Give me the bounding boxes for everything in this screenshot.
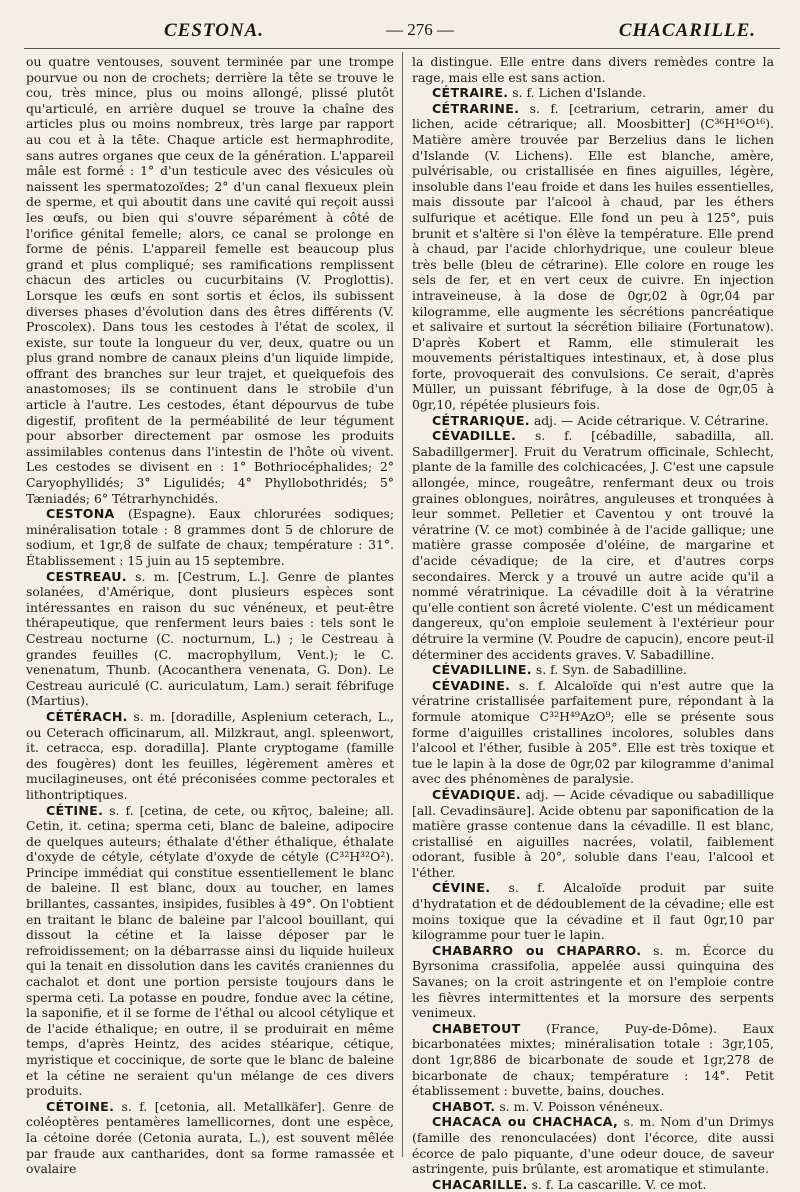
entry-body: s. m. V. Poisson vénéneux. — [495, 1098, 664, 1114]
entry-headword: CÉTINE. — [46, 802, 104, 818]
dictionary-entry — [26, 1099, 394, 1177]
entry-body: s. f. [cetonia, all. Metallkäfer]. Genre de coléoptères pentamères lamellicornes, dont une espèce, la cétoine dorée (Cetonia aurata, L.), est souvent mêlée par fraude aux cantharides, dont sa forme ramassée et ovalaire — [26, 1098, 394, 1177]
dictionary-entry — [412, 678, 774, 787]
entry-body: s. m. [doradille, Asplenium ceterach, L., ou Ceterach officinarum, all. Milzkraut, angl. spleenwort, it. cetracca, esp. doradilla]. Plante cryptogame (famille des fougères) dont les feuilles, légèrement amères et mucilagineuses, ont été préconisées comme pectorales et lithontriptiques. — [26, 708, 394, 802]
header-rule — [24, 48, 780, 49]
entry-headword: CHACARILLE. — [432, 1176, 528, 1192]
entry-body: s. f. Alcaloïde qui n'est autre que la vératrine cristallisée parfaitement pure, répondant à la formule atomique C³²H⁴⁹AzO⁹; elle se présente sous forme d'aiguilles cristallines incolores, solubles dans l'alcool et l'éther, fusible à 205°. Elle est très toxique et tue le lapin à la dose de 0gr,02 par kilogramme d'animal avec des phénomènes de paralysie. — [412, 677, 774, 787]
running-head-right: CHACARILLE. — [618, 20, 756, 41]
entry-body: s. m. [Cestrum, L.]. Genre de plantes solanées, d'Amérique, dont plusieurs espèces sont intéressantes en raison du suc vénéneux, et peut-être thérapeutique, que renferment leurs baies : tels sont le Cestreau nocturne (C. nocturnum, L.) ; le Cestreau à grandes feuilles (C. macrophyllum, Vent.); le C. venenatum, Thunb. (Acocanthera venenata, G. Don). Le Cestreau auriculé (C. auriculatum, Lam.) serait fébrifuge (Martius). — [26, 568, 394, 709]
dictionary-entry — [412, 428, 774, 662]
dictionary-entry — [26, 803, 394, 1099]
entry-body: s. f. Alcaloïde produit par suite d'hydratation et de dédoublement de la cévadine; elle est moins toxique que la cévadine et il faut 0gr,10 par kilogramme pour tuer le lapin. — [412, 880, 774, 943]
entry-body: s. f. Syn. de Sabadilline. — [531, 662, 687, 678]
entry-headword: CESTREAU. — [46, 568, 127, 584]
entry-headword: CÉVADILLE. — [432, 428, 517, 444]
entry-body: s. f. La cascarille. V. ce mot. — [527, 1176, 707, 1192]
entry-body: s. f. Lichen d'Islande. — [508, 85, 647, 101]
entry-headword: CHABOT. — [432, 1098, 496, 1114]
continued-text — [26, 54, 394, 506]
entry-body: ou quatre ventouses, souvent terminée par une trompe pourvue ou non de crochets; derrière la tête se trouve le cou, très mince, plus ou moins allongé, plissé plutôt qu'articulé, en arrière duquel se trouve la chaîne des articles plus ou moins nombreux, très large par rapport au cou et à la tête. Chaque article est hermaphrodite, sans autres organes que ceux de la génération. L'appareil mâle est formé : 1° d'un testicule avec des vésicules où naissent les spermatozoïdes; 2° d'un canal flexueux plein de sperme, et qui aboutit dans une cavité qui reçoit aussi les œufs, ou bien qui s'ouvre séparément à côté de l'orifice génital femelle; alors, ce canal se prolonge en forme de pénis. L'appareil femelle est beaucoup plus grand et plus compliqué; ses ramifications remplissent chacun des articles ou cucurbitains (V. Proglottis). Lorsque les œufs en sont sortis et éclos, ils subissent diverses phases d'évolution dans des êtres différents (V. Proscolex). Dans tous les cestodes à l'état de scolex, il existe, sur toute la longueur du ver, deux, quatre ou un plus grand nombre de canaux pleins d'un liquide limpide, offrant des branches sur leur trajet, et quelquefois des anastomoses; ils se continuent dans le strobile d'un article à l'autre. Les cestodes, étant dépourvus de tube digestif, profitent de la perméabilité de leur tégument pour absorber directement par osmose les produits assimilables contenus dans l'intestin de l'hôte où vivent. Les cestodes se divisent en : 1° Bothriocéphalides; 2° Caryophyllidés; 3° Ligulidés; 4° Phyllobothridés; 5° Tæniadés; 6° Tétrarhynchidés. — [26, 54, 394, 506]
dictionary-entry — [412, 943, 774, 1021]
dictionary-entry — [412, 1099, 774, 1115]
entry-headword: CESTONA — [46, 506, 115, 522]
right-column — [412, 54, 774, 1192]
dictionary-entry — [26, 506, 394, 568]
entry-headword: CHACACA ou CHACHACA, — [432, 1114, 619, 1130]
dictionary-entry — [412, 662, 774, 678]
entry-body: s. m. Nom d'un Drimys (famille des renonculacées) dont l'écorce, dite aussi écorce de palo piquante, d'une odeur douce, de saveur astringente, puis brûlante, est aromatique et stimulante. — [412, 1114, 774, 1177]
page-header — [24, 18, 776, 46]
dictionary-entry — [412, 85, 774, 101]
entry-headword: CÉVINE. — [432, 880, 491, 896]
entry-body: la distingue. Elle entre dans divers remèdes contre la rage, mais elle est sans action. — [412, 54, 774, 85]
dictionary-entry — [26, 709, 394, 803]
column-divider — [402, 52, 403, 1157]
entry-headword: CÉVADINE. — [432, 677, 511, 693]
dictionary-entry — [412, 101, 774, 413]
dictionary-entry — [412, 1177, 774, 1192]
entry-headword: CÉVADILLINE. — [432, 662, 532, 678]
entry-body: s. f. [cetina, de cete, ou κῆτος, baleine; all. Cetin, it. cetina; sperma ceti, blanc de baleine, adipocire de quelques auteurs; éthalate d'éther éthalique, éthalate d'oxyde de cétyle, cétylate d'oxyde de cétyle (C³²H³²O²). Principe immédiat qui constitue essentiellement le blanc de baleine. Il est blanc, doux au toucher, en lames brillantes, cassantes, insipides, fusibles à 49°. On l'obtient en traitant le blanc de baleine par l'alcool bouillant, qui dissout la cétine et la laisse déposer par le refroidissement; on la débarrasse ainsi du liquide huileux qui la tenait en dissolution dans les cavités craniennes du cachalot et dont une portion persiste toujours dans le sperma ceti. La potasse en poudre, fondue avec la cétine, la saponifie, et il se forme de l'éthal ou alcool cétylique et de l'acide éthalique; en outre, il se produirait en même temps, d'après Heintz, des acides stéarique, cétique, myristique et coccinique, de sorte que le blanc de baleine et la cétine ne seraient qu'un mélange de ces divers produits. — [26, 802, 394, 1099]
entry-headword: CÉTÉRACH. — [46, 708, 128, 724]
entry-headword: CÉVADIQUE. — [432, 786, 521, 802]
entry-headword: CÉTRARINE. — [432, 100, 520, 116]
entry-headword: CÉTRAIRE. — [432, 85, 509, 101]
entry-body: adj. — Acide cévadique ou sabadillique [all. Cevadinsäure]. Acide obtenu par saponification de la matière grasse contenue dans la cévadille. Il est blanc, cristallisé en aiguilles nacrées, volatil, faiblement odorant, fusible à 20°, soluble dans l'eau, l'alcool et l'éther. — [412, 786, 774, 880]
page-number: — 276 — — [386, 20, 454, 39]
entry-body: s. m. Écorce du Byrsonima crassifolia, appelée aussi quinquina des Savanes; on la croit astringente et on l'emploie contre les fièvres intermittentes et la morsure des serpents venimeux. — [412, 942, 774, 1021]
entry-body: adj. — Acide cétrarique. V. Cétrarine. — [529, 412, 769, 428]
entry-body: (Espagne). Eaux chlorurées sodiques; minéralisation totale : 8 grammes dont 5 de chlorure de sodium, et 1gr,8 de sulfate de chaux; température : 31°. Établissement : 15 juin au 15 septembre. — [26, 506, 394, 568]
dictionary-entry — [412, 1114, 774, 1176]
entry-headword: CHABETOUT — [432, 1020, 521, 1036]
dictionary-entry — [412, 880, 774, 942]
entry-headword: CHABARRO ou CHAPARRO. — [432, 942, 642, 958]
dictionary-entry — [26, 569, 394, 709]
continued-text — [412, 54, 774, 85]
dictionary-entry — [412, 787, 774, 881]
dictionary-entry — [412, 1021, 774, 1099]
dictionary-entry — [412, 413, 774, 429]
entry-headword: CÉTOINE. — [46, 1098, 115, 1114]
entry-body: s. f. [cébadille, sabadilla, all. Sabadillgermer]. Fruit du Veratrum officinale, Schlecht, plante de la famille des colchicacées, J. C'est une capsule allongée, mince, rougeâtre, renfermant deux ou trois graines oblongues, noirâtres, anguleuses et tronquées à leur sommet. Pelletier et Caventou y ont trouvé la vératrine (V. ce mot) combinée à de l'acide gallique; une matière grasse composée d'oléine, de margarine et d'acide cévadique; de la cire, et d'autres corps secondaires. Merck y a trouvé un autre acide qu'il a nommé vératrinique. La cévadille doit à la vératrine qu'elle contient son âcreté violente. C'est un médicament dangereux, qu'on emploie seulement à l'extérieur pour détruire la vermine (V. Poudre de capucin), encore peut-il déterminer des accidents graves. V. Sabadilline. — [412, 428, 774, 662]
entry-body: (France, Puy-de-Dôme). Eaux bicarbonatées mixtes; minéralisation totale : 3gr,105, dont 1gr,886 de bicarbonate de soude et 1gr,278 de bicarbonate de chaux; température : 14°. Petit établissement : buvette, bains, douches. — [412, 1020, 774, 1099]
running-head-left: CESTONA. — [164, 20, 265, 41]
left-column — [26, 54, 394, 1177]
entry-body: s. f. [cetrarium, cetrarin, amer du lichen, acide cétrarique; all. Moosbitter] (C³⁶H¹⁶O¹⁶). Matière amère trouvée par Berzelius dans le lichen d'Islande (V. Lichens). Elle est blanche, amère, pulvérisable, ou cristallisée en fines aiguilles, légère, insoluble dans l'eau froide et dans les huiles essentielles, mais dissoute par l'alcool à chaud, par les éthers sulfurique et acétique. Elle fond un peu à 125°, puis brunit et s'altère si l'on élève la température. Elle prend à chaud, par l'acide chlorhydrique, une couleur bleue très belle (bleu de cétrarine). Elle colore en rouge les sels de fer, et en vert ceux de cuivre. En injection intraveineuse, à la dose de 0gr,02 à 0gr,04 par kilogramme, elle augmente les sécrétions pancréatique et salivaire et surtout la sécrétion biliaire (Fortunatow). D'après Kobert et Ramm, elle stimulerait les mouvements péristaltiques intestinaux, et, à dose plus forte, provoquerait des convulsions. Ce serait, d'après Müller, un puissant fébrifuge, à la dose de 0gr,05 à 0gr,10, répétée plusieurs fois. — [412, 100, 774, 413]
entry-headword: CÉTRARIQUE. — [432, 412, 530, 428]
